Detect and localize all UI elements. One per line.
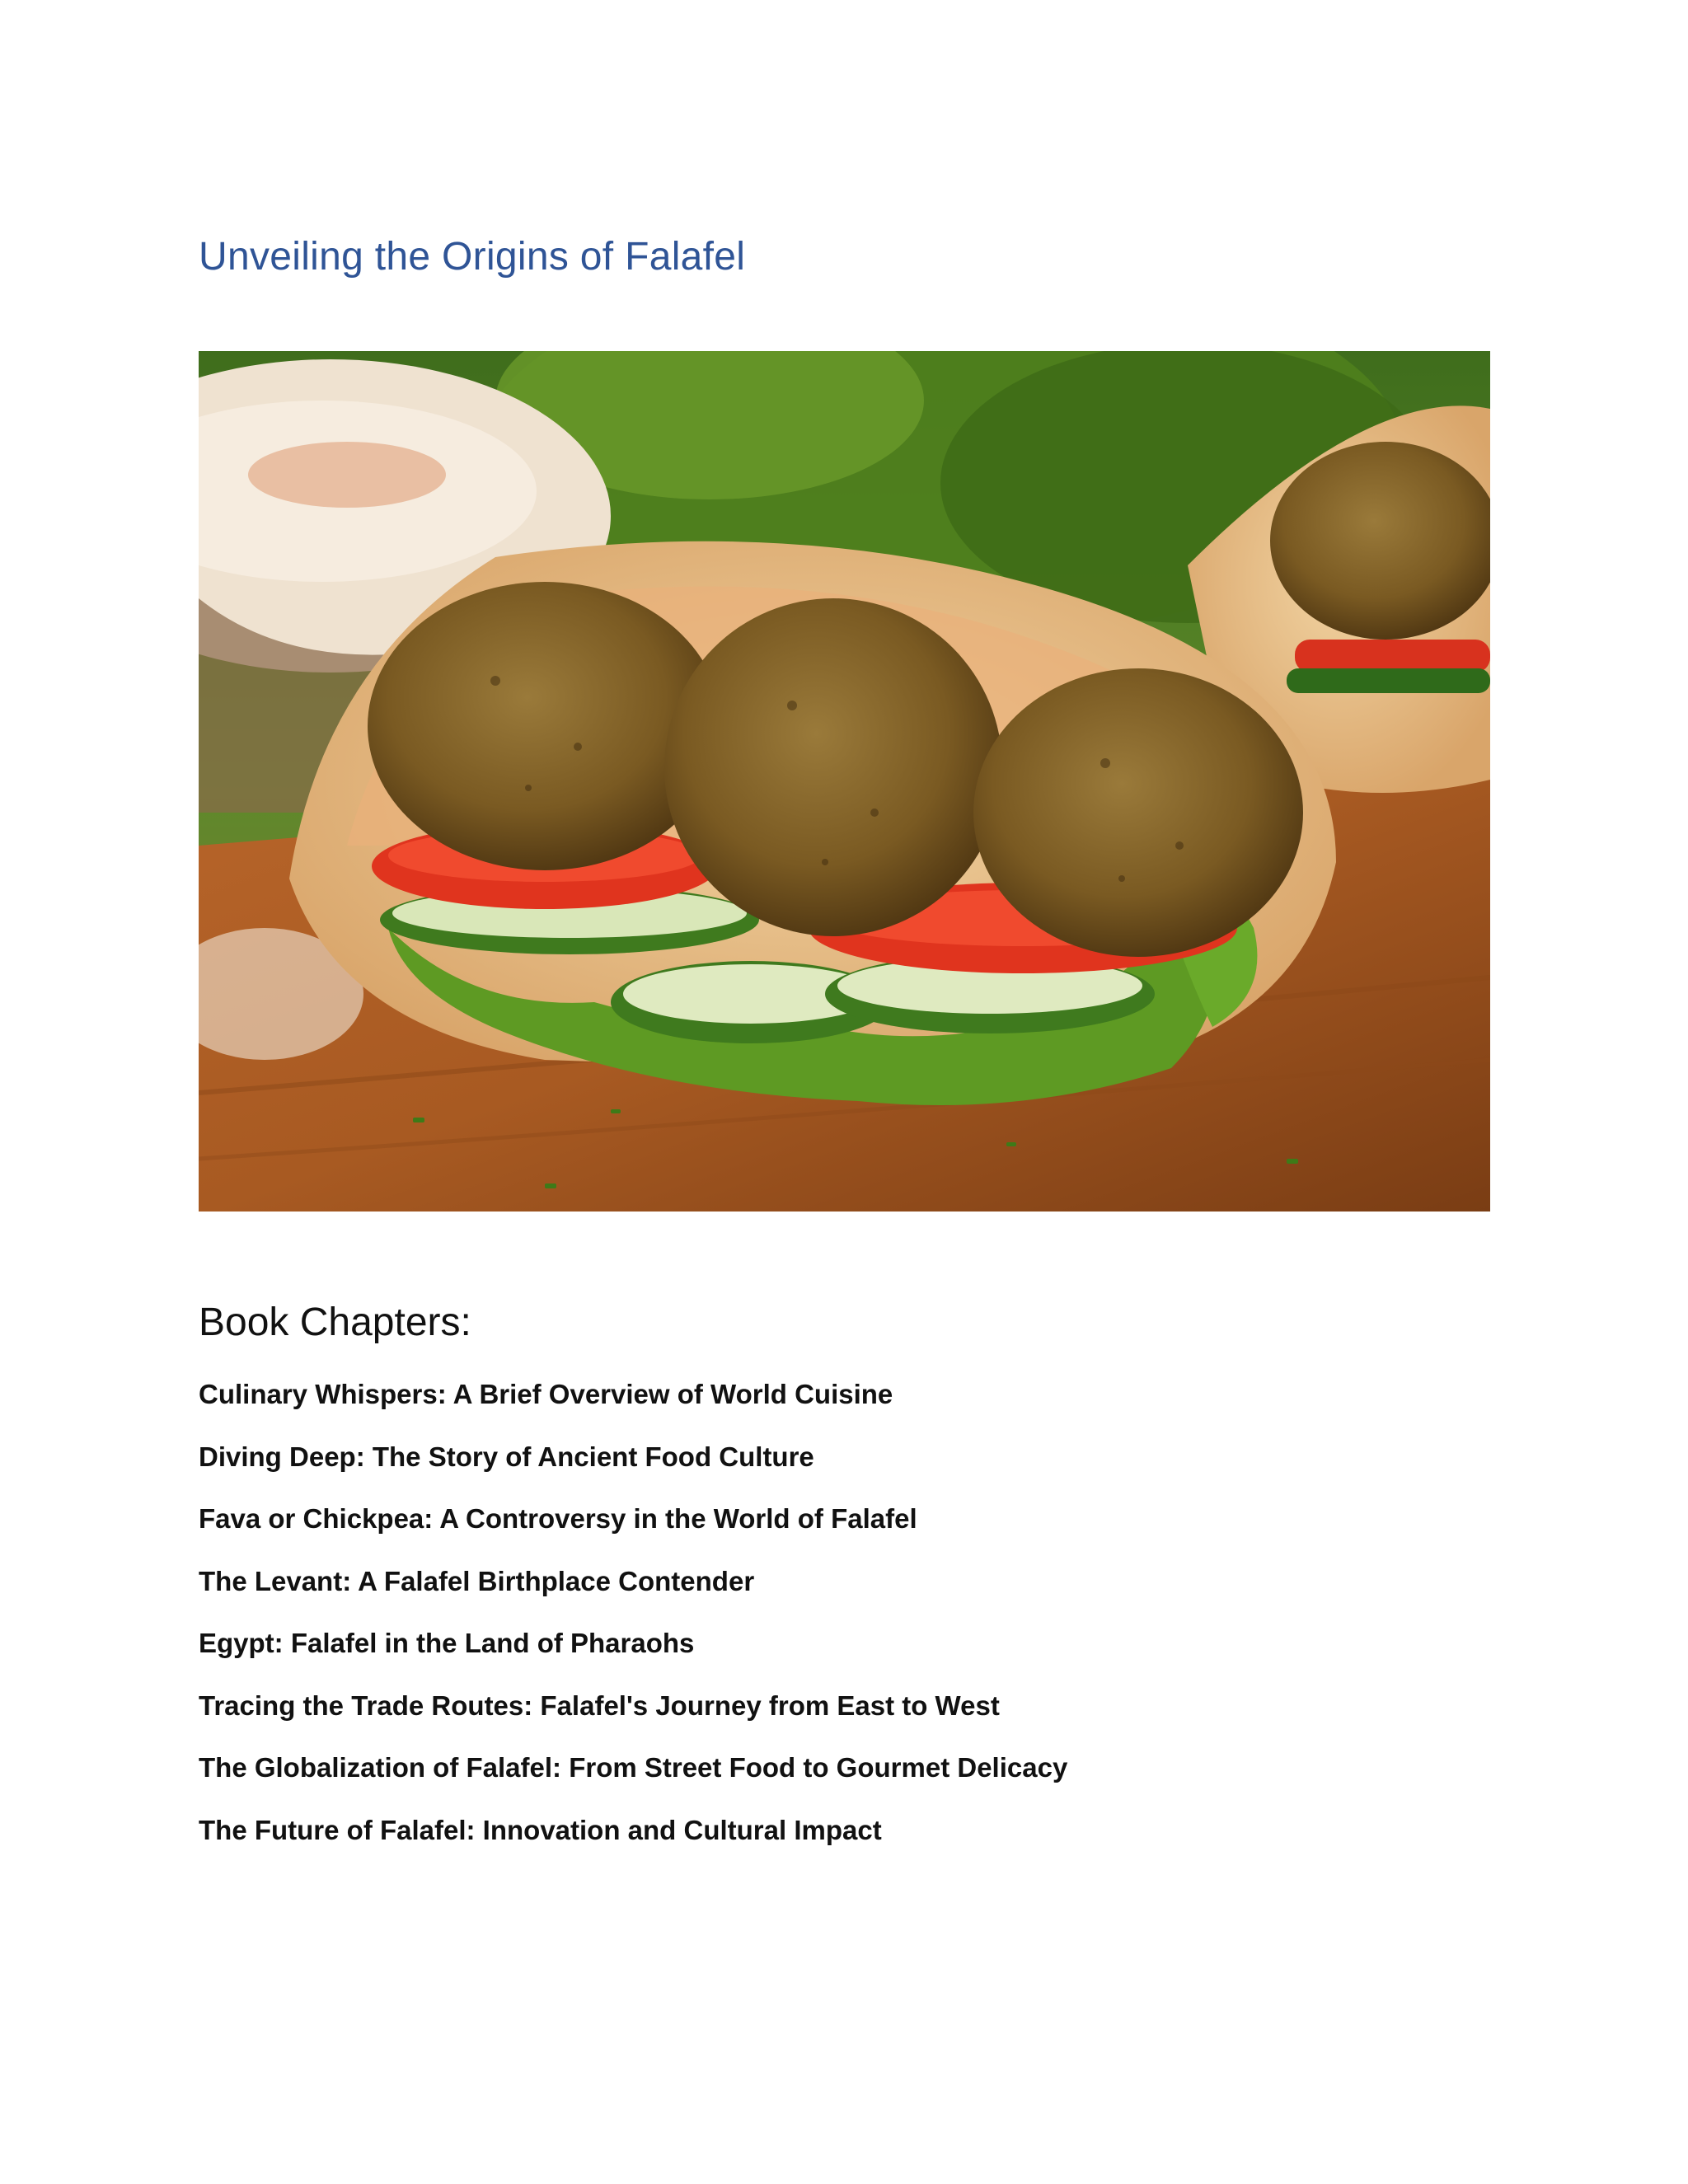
chapter-item: Culinary Whispers: A Brief Overview of World Cuisine xyxy=(199,1379,893,1409)
chapter-item: The Future of Falafel: Innovation and Cultural Impact xyxy=(199,1814,882,1845)
chapter-list xyxy=(199,1378,1067,1876)
chapters-heading: Book Chapters: xyxy=(199,1301,471,1344)
chapter-item: Egypt: Falafel in the Land of Pharaohs xyxy=(199,1628,695,1658)
chapter-item: Fava or Chickpea: A Controversy in the World of Falafel xyxy=(199,1503,917,1534)
chapter-item: The Globalization of Falafel: From Street Food to Gourmet Delicacy xyxy=(199,1752,1068,1783)
chapter-item: The Levant: A Falafel Birthplace Contender xyxy=(199,1565,755,1596)
chapter-item: Diving Deep: The Story of Ancient Food Culture xyxy=(199,1441,814,1472)
document-title: Unveiling the Origins of Falafel xyxy=(199,235,746,279)
falafel-pita-photo xyxy=(199,351,1490,1212)
chapter-item: Tracing the Trade Routes: Falafel's Journey from East to West xyxy=(199,1690,1000,1721)
